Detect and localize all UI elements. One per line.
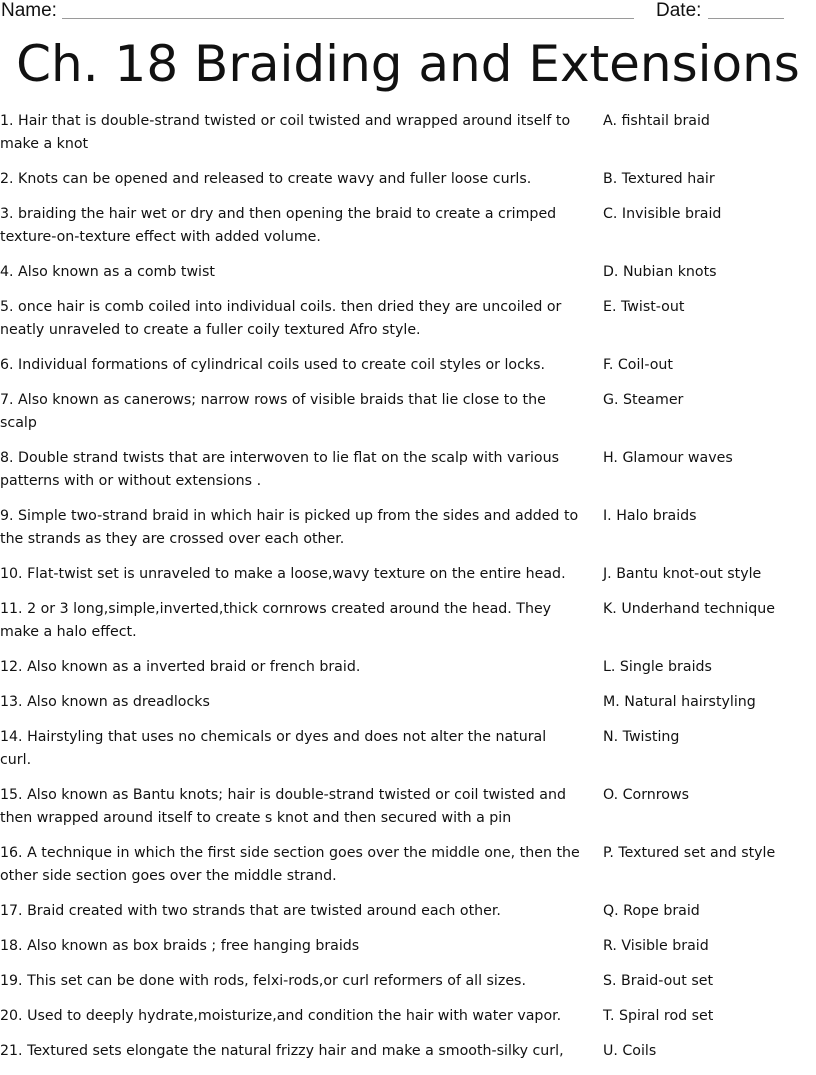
answer-option: F. Coil-out (603, 357, 673, 373)
answer-option: C. Invisible braid (603, 206, 722, 222)
matching-row (0, 970, 816, 993)
worksheet-header (0, 0, 816, 26)
answer-option: G. Steamer (603, 392, 684, 408)
name-blank-line (62, 18, 634, 19)
clue-text: 16. A technique in which the first side section goes over the middle one, then the other side section goes over the middle strand. (0, 845, 580, 884)
answer-option: K. Underhand technique (603, 601, 775, 617)
clue-text: 4. Also known as a comb twist (0, 264, 215, 280)
clue-text: 3. braiding the hair wet or dry and then opening the braid to create a crimped texture-on-texture effect with added volume. (0, 206, 557, 245)
date-label: Date: (656, 0, 702, 21)
clue-text: 9. Simple two-strand braid in which hair is picked up from the sides and added to the strands as they are crossed over each other. (0, 508, 579, 547)
clue-text: 6. Individual formations of cylindrical coils used to create coil styles or locks. (0, 357, 546, 373)
matching-row (0, 656, 816, 679)
clue-text: 10. Flat-twist set is unraveled to make a loose,wavy texture on the entire head. (0, 566, 566, 582)
matching-row (0, 1005, 816, 1028)
answer-option: J. Bantu knot-out style (603, 566, 762, 582)
matching-list (0, 110, 816, 1075)
matching-row (0, 784, 816, 830)
answer-option: N. Twisting (603, 729, 680, 745)
matching-row (0, 168, 816, 191)
matching-row (0, 354, 816, 377)
answer-option: P. Textured set and style (603, 845, 776, 861)
clue-text: 7. Also known as canerows; narrow rows of visible braids that lie close to the scalp (0, 392, 546, 431)
answer-option: M. Natural hairstyling (603, 694, 756, 710)
answer-option: H. Glamour waves (603, 450, 733, 466)
clue-text: 19. This set can be done with rods, felxi-rods,or curl reformers of all sizes. (0, 973, 526, 989)
clue-text: 8. Double strand twists that are interwoven to lie flat on the scalp with various patterns with or without extensions . (0, 450, 559, 489)
page-title: Ch. 18 Braiding and Extensions (16, 35, 800, 93)
matching-row (0, 726, 816, 772)
answer-option: L. Single braids (603, 659, 712, 675)
matching-row (0, 447, 816, 493)
answer-option: O. Cornrows (603, 787, 689, 803)
clue-text: 2. Knots can be opened and released to create wavy and fuller loose curls. (0, 171, 532, 187)
answer-option: S. Braid-out set (603, 973, 714, 989)
clue-text: 15. Also known as Bantu knots; hair is double-strand twisted or coil twisted and then wrapped around itself to create s knot and then secured with a pin (0, 787, 566, 826)
clue-text: 21. Textured sets elongate the natural frizzy hair and make a smooth-silky curl, (0, 1043, 564, 1059)
clue-text: 14. Hairstyling that uses no chemicals or dyes and does not alter the natural curl. (0, 729, 547, 768)
answer-option: B. Textured hair (603, 171, 715, 187)
matching-row (0, 110, 816, 156)
clue-text: 11. 2 or 3 long,simple,inverted,thick cornrows created around the head. They make a halo effect. (0, 601, 552, 640)
matching-row (0, 691, 816, 714)
name-label: Name: (1, 0, 57, 21)
answer-option: Q. Rope braid (603, 903, 700, 919)
answer-option: D. Nubian knots (603, 264, 717, 280)
matching-row (0, 203, 816, 249)
matching-row (0, 296, 816, 342)
matching-row (0, 505, 816, 551)
matching-row (0, 598, 816, 644)
matching-row (0, 842, 816, 888)
matching-row (0, 1040, 816, 1063)
matching-row (0, 563, 816, 586)
answer-option: R. Visible braid (603, 938, 709, 954)
clue-text: 17. Braid created with two strands that are twisted around each other. (0, 903, 501, 919)
matching-row (0, 261, 816, 284)
answer-option: E. Twist-out (603, 299, 685, 315)
clue-text: 13. Also known as dreadlocks (0, 694, 210, 710)
clue-text: 5. once hair is comb coiled into individual coils. then dried they are uncoiled or neatly unraveled to create a fuller coily textured Afro style. (0, 299, 562, 338)
clue-text: 12. Also known as a inverted braid or french braid. (0, 659, 361, 675)
answer-option: U. Coils (603, 1043, 657, 1059)
matching-row (0, 900, 816, 923)
answer-option: T. Spiral rod set (603, 1008, 714, 1024)
matching-row (0, 389, 816, 435)
clue-text: 1. Hair that is double-strand twisted or coil twisted and wrapped around itself to make a knot (0, 113, 571, 152)
answer-option: A. fishtail braid (603, 113, 710, 129)
date-blank-line (708, 18, 784, 19)
clue-text: 18. Also known as box braids ; free hanging braids (0, 938, 360, 954)
clue-text: 20. Used to deeply hydrate,moisturize,and condition the hair with water vapor. (0, 1008, 562, 1024)
matching-row (0, 935, 816, 958)
answer-option: I. Halo braids (603, 508, 697, 524)
